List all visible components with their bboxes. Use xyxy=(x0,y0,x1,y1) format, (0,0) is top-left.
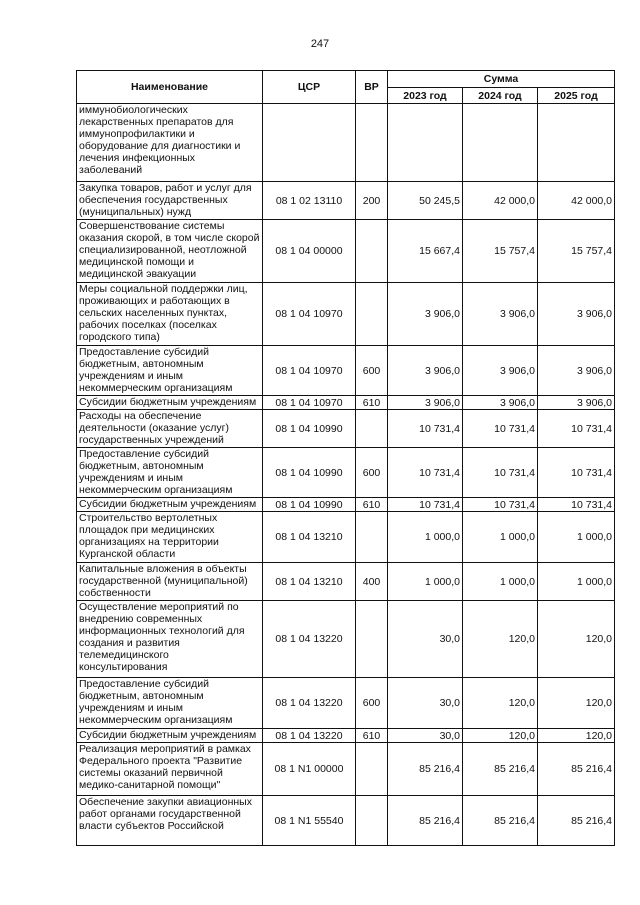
row-vr xyxy=(356,220,388,283)
row-csr: 08 1 02 13110 xyxy=(263,182,356,220)
row-vr xyxy=(356,601,388,678)
row-sum-2024: 10 731,4 xyxy=(463,498,538,512)
row-name: Закупка товаров, работ и услуг для обеспечения государственных (муниципальных) нужд xyxy=(77,182,263,220)
row-sum-2025: 1 000,0 xyxy=(538,512,615,563)
row-name: иммунобиологических лекарственных препаратов для иммунопрофилактики и оборудование для диагностики и лечения инфекционных заболеваний xyxy=(77,104,263,182)
table-row xyxy=(77,396,615,410)
row-name: Обеспечение закупки авиационных работ органами государственной власти субъектов Российской xyxy=(77,796,263,846)
row-vr xyxy=(356,743,388,796)
row-sum-2023: 1 000,0 xyxy=(388,512,463,563)
table-row xyxy=(77,729,615,743)
row-name: Реализация мероприятий в рамках Федерального проекта "Развитие системы оказаний первичной медико-санитарной помощи" xyxy=(77,743,263,796)
row-sum-2023: 10 731,4 xyxy=(388,498,463,512)
row-sum-2024 xyxy=(463,104,538,182)
row-csr: 08 1 04 13210 xyxy=(263,512,356,563)
row-name: Капитальные вложения в объекты государственной (муниципальной) собственности xyxy=(77,563,263,601)
table-row xyxy=(77,678,615,729)
table-row xyxy=(77,410,615,448)
row-sum-2023: 1 000,0 xyxy=(388,563,463,601)
row-csr: 08 1 04 13220 xyxy=(263,729,356,743)
header-csr: ЦСР xyxy=(263,71,356,104)
row-sum-2024: 15 757,4 xyxy=(463,220,538,283)
table-row xyxy=(77,743,615,796)
row-csr: 08 1 N1 00000 xyxy=(263,743,356,796)
row-csr: 08 1 04 10990 xyxy=(263,498,356,512)
row-csr: 08 1 04 10970 xyxy=(263,283,356,346)
row-sum-2024: 85 216,4 xyxy=(463,796,538,846)
row-sum-2025: 3 906,0 xyxy=(538,396,615,410)
table-row xyxy=(77,601,615,678)
row-vr: 610 xyxy=(356,498,388,512)
row-sum-2023: 85 216,4 xyxy=(388,743,463,796)
row-name: Расходы на обеспечение деятельности (оказание услуг) государственных учреждений xyxy=(77,410,263,448)
row-csr: 08 1 N1 55540 xyxy=(263,796,356,846)
table-row xyxy=(77,182,615,220)
row-name: Субсидии бюджетным учреждениям xyxy=(77,396,263,410)
row-sum-2025: 10 731,4 xyxy=(538,498,615,512)
table-row xyxy=(77,220,615,283)
row-name: Совершенствование системы оказания скорой, в том числе скорой специализированной, неотложной медицинской помощи и медицинской эвакуации xyxy=(77,220,263,283)
page-number: 247 xyxy=(310,38,330,50)
row-sum-2025: 85 216,4 xyxy=(538,743,615,796)
table-row xyxy=(77,104,615,182)
row-vr xyxy=(356,796,388,846)
row-name: Осуществление мероприятий по внедрению современных информационных технологий для создания и развития телемедицинского консультирования xyxy=(77,601,263,678)
row-sum-2024: 120,0 xyxy=(463,729,538,743)
row-vr xyxy=(356,410,388,448)
row-vr xyxy=(356,512,388,563)
header-sum: Сумма xyxy=(388,71,615,88)
row-sum-2025: 1 000,0 xyxy=(538,563,615,601)
row-sum-2023: 15 667,4 xyxy=(388,220,463,283)
row-sum-2023: 30,0 xyxy=(388,601,463,678)
header-name: Наименование xyxy=(77,71,263,104)
row-sum-2024: 10 731,4 xyxy=(463,410,538,448)
row-name: Строительство вертолетных площадок при медицинских организациях на территории Курганской области xyxy=(77,512,263,563)
row-vr: 200 xyxy=(356,182,388,220)
table-row xyxy=(77,283,615,346)
row-vr: 610 xyxy=(356,729,388,743)
row-sum-2025: 3 906,0 xyxy=(538,346,615,396)
row-csr: 08 1 04 00000 xyxy=(263,220,356,283)
row-sum-2025: 10 731,4 xyxy=(538,448,615,498)
row-sum-2025: 15 757,4 xyxy=(538,220,615,283)
row-sum-2024: 3 906,0 xyxy=(463,396,538,410)
row-csr xyxy=(263,104,356,182)
row-vr: 400 xyxy=(356,563,388,601)
row-name: Предоставление субсидий бюджетным, автономным учреждениям и иным некоммерческим организациям xyxy=(77,678,263,729)
table-row xyxy=(77,498,615,512)
row-csr: 08 1 04 10990 xyxy=(263,410,356,448)
row-csr: 08 1 04 13220 xyxy=(263,601,356,678)
row-vr: 600 xyxy=(356,678,388,729)
header-vr: ВР xyxy=(356,71,388,104)
row-sum-2025: 120,0 xyxy=(538,678,615,729)
row-csr: 08 1 04 13210 xyxy=(263,563,356,601)
table-row xyxy=(77,512,615,563)
row-name: Меры социальной поддержки лиц, проживающих и работающих в сельских населенных пунктах, рабочих поселках (поселках городского типа) xyxy=(77,283,263,346)
row-sum-2024: 1 000,0 xyxy=(463,512,538,563)
row-csr: 08 1 04 10990 xyxy=(263,448,356,498)
header-year-2025: 2025 год xyxy=(538,88,615,104)
row-sum-2023: 10 731,4 xyxy=(388,448,463,498)
row-csr: 08 1 04 10970 xyxy=(263,346,356,396)
row-sum-2023: 85 216,4 xyxy=(388,796,463,846)
row-sum-2025: 3 906,0 xyxy=(538,283,615,346)
row-sum-2024: 3 906,0 xyxy=(463,346,538,396)
row-sum-2023: 50 245,5 xyxy=(388,182,463,220)
row-sum-2024: 120,0 xyxy=(463,678,538,729)
row-vr xyxy=(356,104,388,182)
row-sum-2025: 42 000,0 xyxy=(538,182,615,220)
row-sum-2023 xyxy=(388,104,463,182)
row-vr: 610 xyxy=(356,396,388,410)
row-vr: 600 xyxy=(356,346,388,396)
row-sum-2025: 120,0 xyxy=(538,601,615,678)
row-sum-2024: 85 216,4 xyxy=(463,743,538,796)
row-name: Предоставление субсидий бюджетным, автономным учреждениям и иным некоммерческим организациям xyxy=(77,346,263,396)
row-sum-2023: 3 906,0 xyxy=(388,283,463,346)
row-vr xyxy=(356,283,388,346)
row-sum-2023: 30,0 xyxy=(388,729,463,743)
table-row xyxy=(77,448,615,498)
row-sum-2023: 30,0 xyxy=(388,678,463,729)
row-sum-2023: 3 906,0 xyxy=(388,346,463,396)
row-sum-2024: 1 000,0 xyxy=(463,563,538,601)
row-name: Предоставление субсидий бюджетным, автономным учреждениям и иным некоммерческим организациям xyxy=(77,448,263,498)
row-sum-2024: 10 731,4 xyxy=(463,448,538,498)
row-sum-2025: 120,0 xyxy=(538,729,615,743)
header-year-2024: 2024 год xyxy=(463,88,538,104)
row-sum-2024: 120,0 xyxy=(463,601,538,678)
row-csr: 08 1 04 10970 xyxy=(263,396,356,410)
row-sum-2025: 10 731,4 xyxy=(538,410,615,448)
header-year-2023: 2023 год xyxy=(388,88,463,104)
table-row xyxy=(77,563,615,601)
row-sum-2023: 3 906,0 xyxy=(388,396,463,410)
table-row xyxy=(77,346,615,396)
row-name: Субсидии бюджетным учреждениям xyxy=(77,498,263,512)
row-sum-2023: 10 731,4 xyxy=(388,410,463,448)
table-row xyxy=(77,796,615,846)
row-sum-2024: 3 906,0 xyxy=(463,283,538,346)
row-name: Субсидии бюджетным учреждениям xyxy=(77,729,263,743)
row-csr: 08 1 04 13220 xyxy=(263,678,356,729)
row-vr: 600 xyxy=(356,448,388,498)
row-sum-2025 xyxy=(538,104,615,182)
row-sum-2025: 85 216,4 xyxy=(538,796,615,846)
row-sum-2024: 42 000,0 xyxy=(463,182,538,220)
budget-table xyxy=(76,70,615,846)
